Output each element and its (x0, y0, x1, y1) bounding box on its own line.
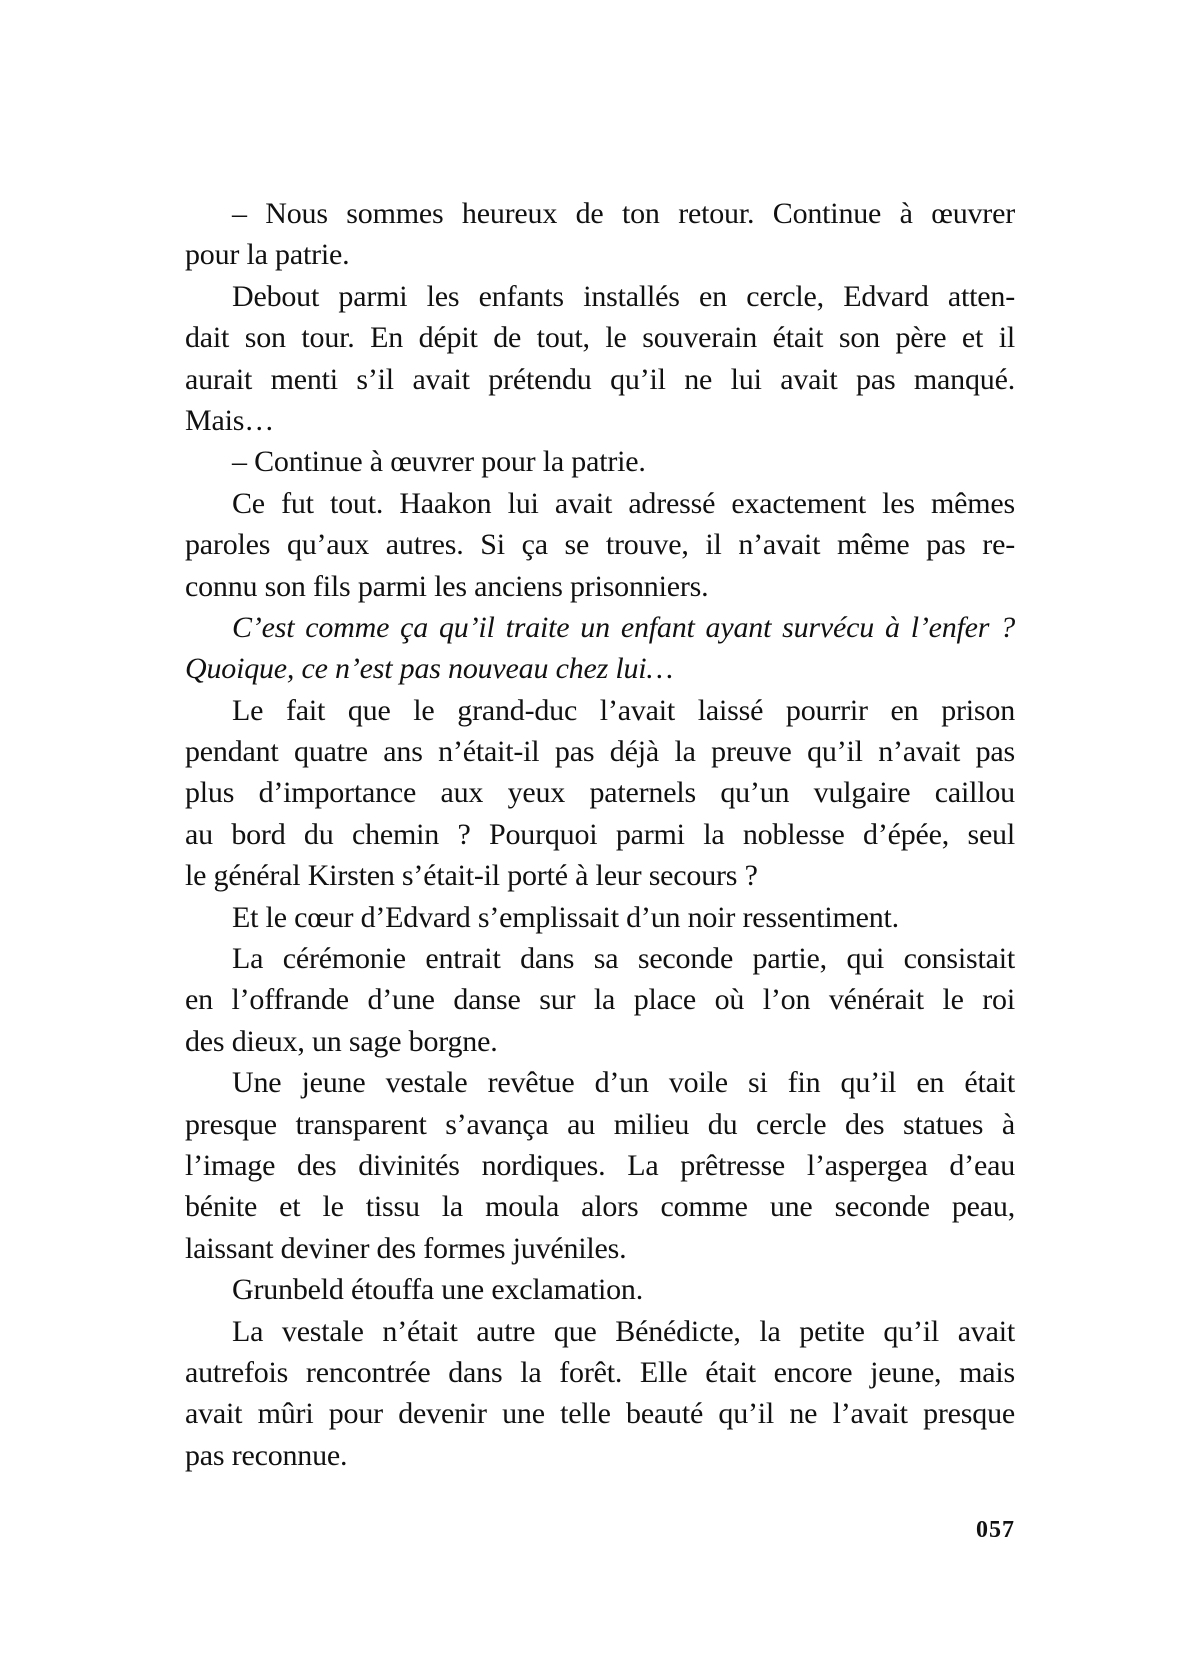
text-line: Le fait que le grand-duc l’avait laissé pourrir en prison (232, 693, 1015, 727)
paragraph (185, 441, 1015, 482)
text-line: aurait menti s’il avait prétendu qu’il ne lui avait pas manqué. (185, 362, 1015, 396)
text-line: – Nous sommes heureux de ton retour. Continue à œuvrer (232, 197, 1015, 230)
text-line: dait son tour. En dépit de tout, le souverain était son père et il (185, 321, 1015, 355)
text-line: connu son fils parmi les anciens prisonniers. (185, 569, 709, 603)
text-line: des dieux, un sage borgne. (185, 1024, 498, 1058)
paragraph (185, 1311, 1015, 1477)
text-line: La vestale n’était autre que Bénédicte, la petite qu’il avait (232, 1314, 1015, 1348)
text-line: bénite et le tissu la moula alors comme une seconde peau, (185, 1190, 1015, 1224)
text-line: C’est comme ça qu’il traite un enfant ayant survécu à l’enfer ? (232, 610, 1015, 644)
paragraph (185, 193, 1015, 276)
text-line: l’image des divinités nordiques. La prêtresse l’aspergea d’eau (185, 1148, 1015, 1182)
paragraph (185, 938, 1015, 1062)
text-line: – Continue à œuvrer pour la patrie. (232, 445, 646, 479)
paragraph (185, 1269, 1015, 1310)
text-line: paroles qu’aux autres. Si ça se trouve, il n’avait même pas re- (185, 528, 1015, 562)
paragraph (185, 276, 1015, 442)
body-text (185, 193, 1015, 1476)
paragraph (185, 483, 1015, 607)
text-line: Et le cœur d’Edvard s’emplissait d’un noir ressentiment. (232, 900, 899, 934)
text-line: Mais… (185, 403, 275, 437)
text-line: Debout parmi les enfants installés en cercle, Edvard atten- (232, 279, 1015, 313)
text-line: Une jeune vestale revêtue d’un voile si fin qu’il en était (232, 1066, 1015, 1100)
text-line: au bord du chemin ? Pourquoi parmi la noblesse d’épée, seul (185, 817, 1015, 851)
text-line: le général Kirsten s’était-il porté à leur secours ? (185, 859, 758, 893)
text-line: La cérémonie entrait dans sa seconde partie, qui consistait (232, 942, 1015, 976)
text-line: presque transparent s’avança au milieu du cercle des statues à (185, 1107, 1015, 1141)
page-number: 057 (976, 1517, 1015, 1543)
text-line: pendant quatre ans n’était-il pas déjà la preuve qu’il n’avait pas (185, 735, 1015, 769)
text-line: pour la patrie. (185, 238, 350, 272)
text-line: Grunbeld étouffa une exclamation. (232, 1273, 644, 1307)
text-line: Quoique, ce n’est pas nouveau chez lui… (185, 652, 673, 686)
paragraph (185, 897, 1015, 938)
text-line: autrefois rencontrée dans la forêt. Elle était encore jeune, mais (185, 1355, 1015, 1389)
paragraph (185, 690, 1015, 897)
text-line: plus d’importance aux yeux paternels qu’un vulgaire caillou (185, 776, 1015, 810)
italic-thought (185, 607, 1015, 690)
text-line: avait mûri pour devenir une telle beauté qu’il ne l’avait presque (185, 1397, 1015, 1431)
text-line: Ce fut tout. Haakon lui avait adressé exactement les mêmes (232, 486, 1015, 520)
text-line: laissant deviner des formes juvéniles. (185, 1231, 627, 1265)
paragraph (185, 1062, 1015, 1269)
text-line: en l’offrande d’une danse sur la place où l’on vénérait le roi (185, 983, 1015, 1017)
text-line: pas reconnue. (185, 1438, 348, 1472)
